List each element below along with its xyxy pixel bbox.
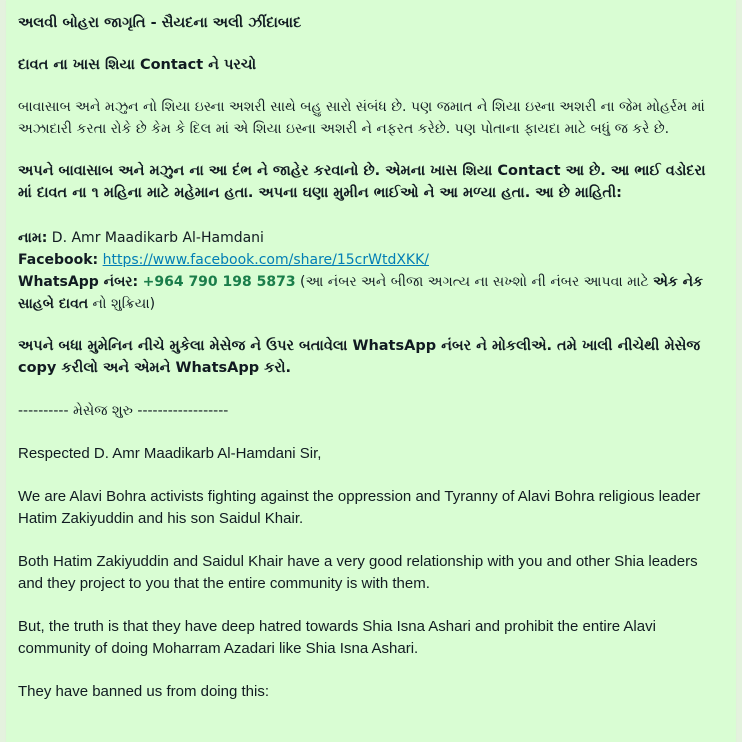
facebook-label: Facebook: bbox=[18, 252, 99, 268]
message-title: અલવી બોહરા જાગૃતિ - સૈયદના અલી ઝીંદાબાદ bbox=[18, 15, 302, 31]
contact-facebook-line bbox=[18, 249, 724, 271]
name-value: D. Amr Maadikarb Al-Hamdani bbox=[47, 230, 264, 246]
expose-paragraph: અપને બાવાસાબ અને મઝુન ના આ દંભ ને જાહેર કરવાનો છે. એમના ખાસ શિયા Contact આ છે. આ ભાઈ વડોદરા માં દાવત ના ૧ મહિના માટે મહેમાન હતા. અપના ઘણા મુમીન ભાઈઓ ને આ મળ્યા હતા. આ છે માહિતી: bbox=[18, 163, 706, 201]
thanks-suffix: નો શુક્રિયા) bbox=[88, 296, 156, 312]
whatsapp-number-link[interactable]: +964 790 198 5873 bbox=[142, 274, 296, 290]
contact-name-line bbox=[18, 227, 724, 249]
contact-details bbox=[18, 227, 724, 315]
intro-paragraph: બાવાસાબ અને મઝુન નો શિયા ઇસ્ના અશરી સાથે બહુ સારો સંબંધ છે. પણ જમાત ને શિયા ઇસ્ના અશરી ના જેમ મોહર્રમ માં અઝાદારી કરતા રોકે છે કેમ કે દિલ માં એ શિયા ઇસ્ના અશરી ને નફરત કરેછે. પણ પોતાના ફાયદા માટે બધું જ કરે છે. bbox=[18, 99, 705, 137]
english-paragraph-4: They have banned us from doing this: bbox=[18, 683, 269, 700]
message-divider: ---------- મેસેજ શુરુ ------------------ bbox=[18, 403, 229, 419]
message-bubble[interactable] bbox=[6, 0, 736, 742]
instruction-paragraph: અપને બધા મુમેનિન નીચે મુકેલા મેસેજ ને ઉપર બતાવેલા WhatsApp નંબર ને મોકલીએ. તમે ખાલી નીચેથી મેસેજ copy કરીલો અને એમને WhatsApp કરો. bbox=[18, 338, 701, 376]
greeting-line: Respected D. Amr Maadikarb Al-Hamdani Sir, bbox=[18, 445, 322, 462]
english-paragraph-3: But, the truth is that they have deep hatred towards Shia Isna Ashari and prohibit the entire Alavi community of doing Moharram Azadari like Shia Isna Ashari. bbox=[18, 618, 656, 657]
whatsapp-label: WhatsApp નંબર: bbox=[18, 274, 139, 290]
contact-whatsapp-line bbox=[18, 271, 724, 315]
english-paragraph-2: Both Hatim Zakiyuddin and Saidul Khair have a very good relationship with you and other Shia leaders and they project to you that the entire community is with them. bbox=[18, 553, 698, 592]
name-label: નામ: bbox=[18, 230, 48, 246]
thanks-prefix: (આ નંબર અને બીજા અગત્ય ના સખ્શો ની નંબર આપવા માટે bbox=[295, 274, 654, 290]
thanks-bold: એક નેક સાહબે દાવત bbox=[18, 274, 703, 312]
english-paragraph-1: We are Alavi Bohra activists fighting against the oppression and Tyranny of Alavi Bohra religious leader Hatim Zakiyuddin and his son Saidul Khair. bbox=[18, 488, 701, 527]
facebook-link[interactable]: https://www.facebook.com/share/15crWtdXKK/ bbox=[102, 252, 429, 268]
message-subtitle: દાવત ના ખાસ શિયા Contact ને પરચો bbox=[18, 57, 257, 73]
